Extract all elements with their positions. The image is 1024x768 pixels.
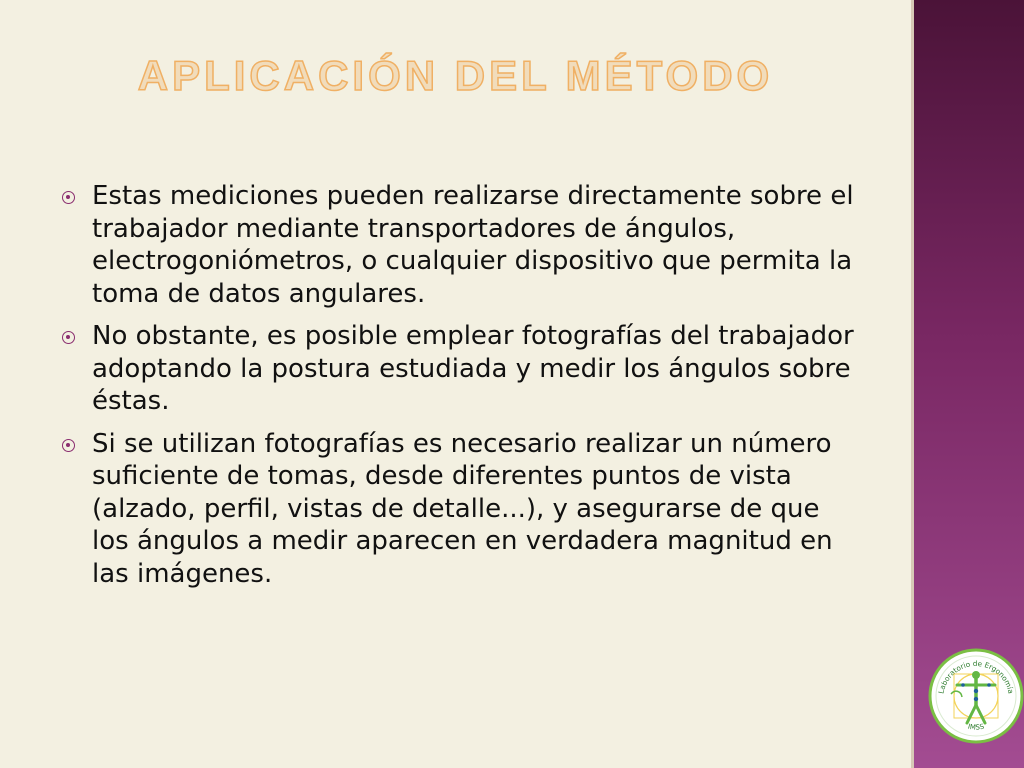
bullet-text: No obstante, es posible emplear fotografías del trabajador adoptando la postura estudiada y medir los ángulos sobre éstas. (92, 321, 854, 416)
ergonomics-lab-logo (927, 647, 1024, 745)
bullet-text: Estas mediciones pueden realizarse directamente sobre el trabajador mediante transportadores de ángulos, electrogoniómetros, o cualquier dispositivo que permita la toma de datos angulares. (92, 181, 854, 309)
bullet-item (62, 180, 862, 310)
bullet-item (62, 320, 862, 418)
circle-bullet-icon (62, 191, 75, 204)
circle-bullet-icon (62, 439, 75, 452)
slide-title: APLICACIÓN DEL MÉTODO (137, 52, 774, 99)
bullet-item (62, 428, 862, 591)
logo-text-bottom: IMSS (967, 722, 985, 732)
bullet-text: Si se utilizan fotografías es necesario realizar un número suficiente de tomas, desde diferentes puntos de vista (alzado, perfil, vistas de detalle...), y asegurarse de que los ángulos a medir aparecen en verdadera magnitud en las imágenes. (92, 428, 833, 589)
circle-bullet-icon (62, 331, 75, 344)
bullet-list (62, 180, 862, 600)
logo-text-top: Laboratorio de Ergonomía (936, 658, 1016, 695)
